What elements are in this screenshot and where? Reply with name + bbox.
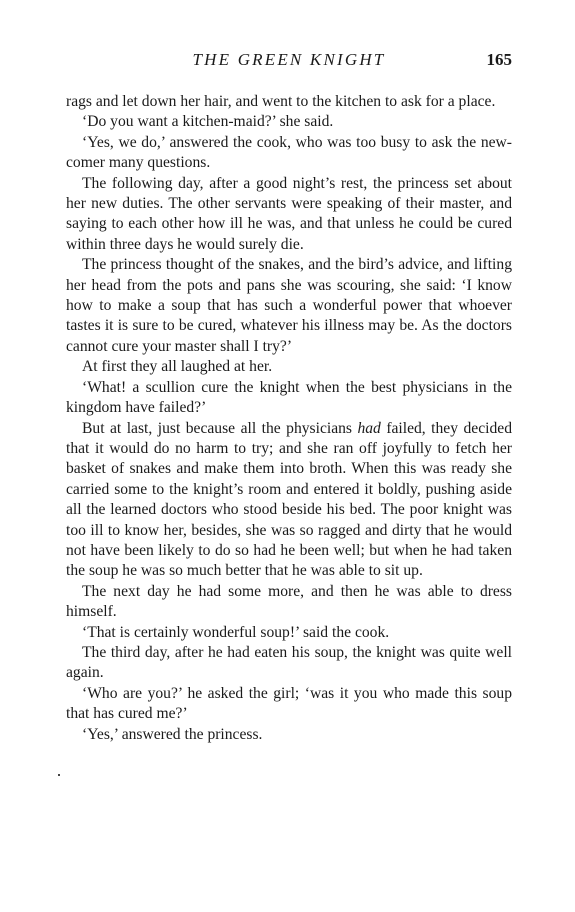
- running-header: [66, 50, 512, 74]
- page-number: 165: [486, 50, 512, 69]
- text-run: But at last, just because all the physicians: [82, 419, 358, 437]
- paragraph-continuation: rags and let down her hair, and went to the kitchen to ask for a place.: [66, 93, 496, 110]
- paragraph-dialogue: ‘Yes,’ answered the princess.: [82, 725, 263, 743]
- paragraph-dialogue: ‘Do you want a kitchen-maid?’ she said.: [82, 113, 334, 131]
- paragraph: The next day he had some more, and then he was able to dress himself.: [66, 582, 512, 621]
- paragraph-dialogue: ‘What! a scullion cure the knight when the best physicians in the kingdom have failed?’: [66, 378, 512, 417]
- body-text: [66, 92, 512, 745]
- emphasis-text: had: [357, 419, 381, 437]
- paragraph: [66, 419, 512, 582]
- running-title: THE GREEN KNIGHT: [192, 50, 386, 69]
- text-run: failed, they decided that it would do no harm to try; and she ran off joyfully to fetch her basket of snakes and make them into broth. When this was ready she carried some to the knight’s room and entered it boldly, pushing aside all the learned doctors who stood beside his bed. The poor knight was too ill to know her, besides, she was so ragged and dirty that he would not have been likely to do so had he been well; but when he had taken the soup he was so much better that he was able to sit up.: [66, 419, 512, 580]
- paragraph: The third day, after he had eaten his soup, the knight was quite well again.: [66, 643, 512, 682]
- ink-speck: [58, 774, 60, 776]
- paragraph: The princess thought of the snakes, and the bird’s advice, and lifting her head from the pots and pans she was scouring, she said: ‘I know how to make a soup that has such a wonderful power that whoever tastes it is sure to be cured, whatever his illness may be. As the doctors cannot cure your master shall I try?’: [66, 256, 512, 355]
- paragraph: At first they all laughed at her.: [82, 358, 273, 376]
- paragraph-dialogue: ‘That is certainly wonderful soup!’ said the cook.: [82, 623, 390, 641]
- paragraph-dialogue: ‘Yes, we do,’ answered the cook, who was too busy to ask the new-comer many questions.: [66, 133, 512, 172]
- paragraph: The following day, after a good night’s rest, the princess set about her new duties. The other servants were speaking of their master, and saying to each other how ill he was, and that unless he could be cured within three days he would surely die.: [66, 174, 512, 253]
- paragraph-dialogue: ‘Who are you?’ he asked the girl; ‘was it you who made this soup that has cured me?’: [66, 684, 512, 723]
